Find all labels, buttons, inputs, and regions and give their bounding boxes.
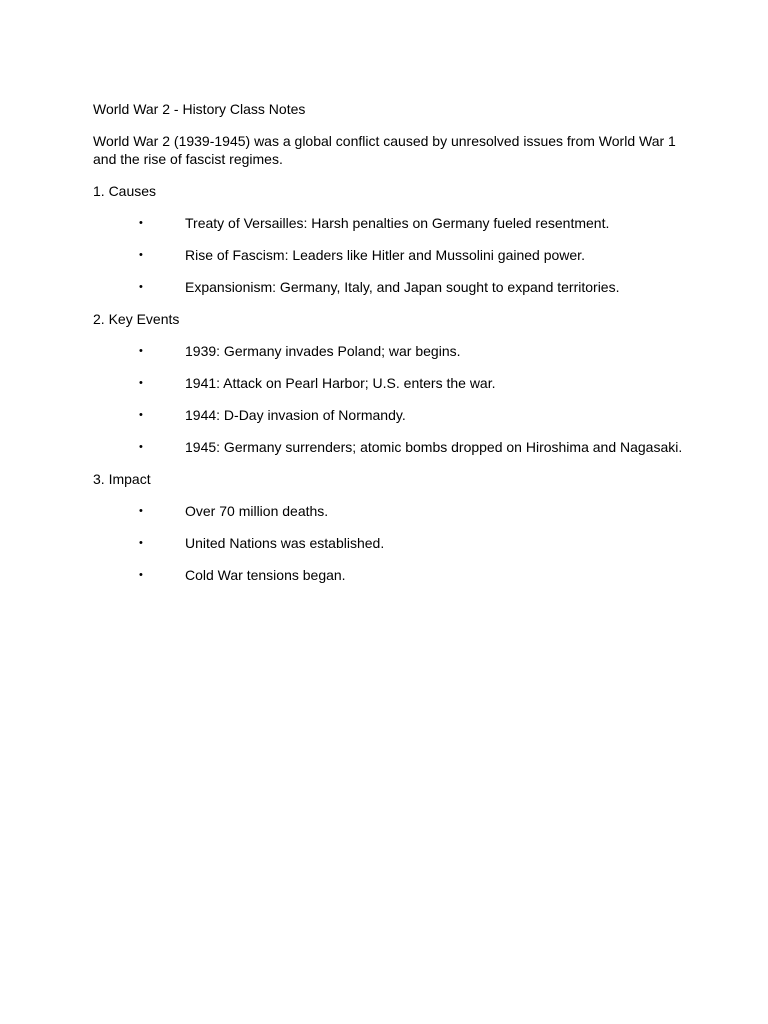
list-item-text: 1945: Germany surrenders; atomic bombs dropped on Hiroshima and Nagasaki.: [185, 439, 683, 455]
bullet-icon: •: [139, 217, 143, 229]
list-item-text: 1941: Attack on Pearl Harbor; U.S. enters the war.: [185, 375, 496, 391]
list-item: [93, 374, 683, 392]
list-item-text: Treaty of Versailles: Harsh penalties on Germany fueled resentment.: [185, 215, 610, 231]
list-item: [93, 566, 683, 584]
list-item: [93, 406, 683, 424]
list-item-text: Expansionism: Germany, Italy, and Japan sought to expand territories.: [185, 279, 620, 295]
list-item: [93, 534, 683, 552]
list-item: [93, 214, 683, 232]
list-item: [93, 342, 683, 360]
list-item-text: 1944: D-Day invasion of Normandy.: [185, 407, 406, 423]
list-item: [93, 246, 683, 264]
section-heading: 2. Key Events: [93, 311, 180, 327]
bullet-icon: •: [139, 377, 143, 389]
section-heading: 3. Impact: [93, 471, 151, 487]
bullet-list: [93, 502, 683, 584]
section-causes: [93, 182, 683, 296]
document-title: World War 2 - History Class Notes: [93, 101, 306, 117]
bullet-list: [93, 342, 683, 456]
bullet-icon: •: [139, 281, 143, 293]
bullet-icon: •: [139, 441, 143, 453]
list-item: [93, 502, 683, 520]
intro-paragraph: World War 2 (1939-1945) was a global conflict caused by unresolved issues from World War 1 and the rise of fascist regimes.: [93, 133, 676, 167]
list-item-text: United Nations was established.: [185, 535, 385, 551]
list-item-text: Rise of Fascism: Leaders like Hitler and Mussolini gained power.: [185, 247, 585, 263]
section-impact: [93, 470, 683, 584]
list-item-text: 1939: Germany invades Poland; war begins.: [185, 343, 461, 359]
bullet-list: [93, 214, 683, 296]
list-item: [93, 278, 683, 296]
section-key-events: [93, 310, 683, 456]
section-heading: 1. Causes: [93, 183, 157, 199]
bullet-icon: •: [139, 569, 143, 581]
list-item-text: Cold War tensions began.: [185, 567, 346, 583]
list-item-text: Over 70 million deaths.: [185, 503, 329, 519]
bullet-icon: •: [139, 505, 143, 517]
bullet-icon: •: [139, 249, 143, 261]
document-page: [93, 100, 683, 598]
bullet-icon: •: [139, 345, 143, 357]
bullet-icon: •: [139, 409, 143, 421]
list-item: [93, 438, 683, 456]
bullet-icon: •: [139, 537, 143, 549]
